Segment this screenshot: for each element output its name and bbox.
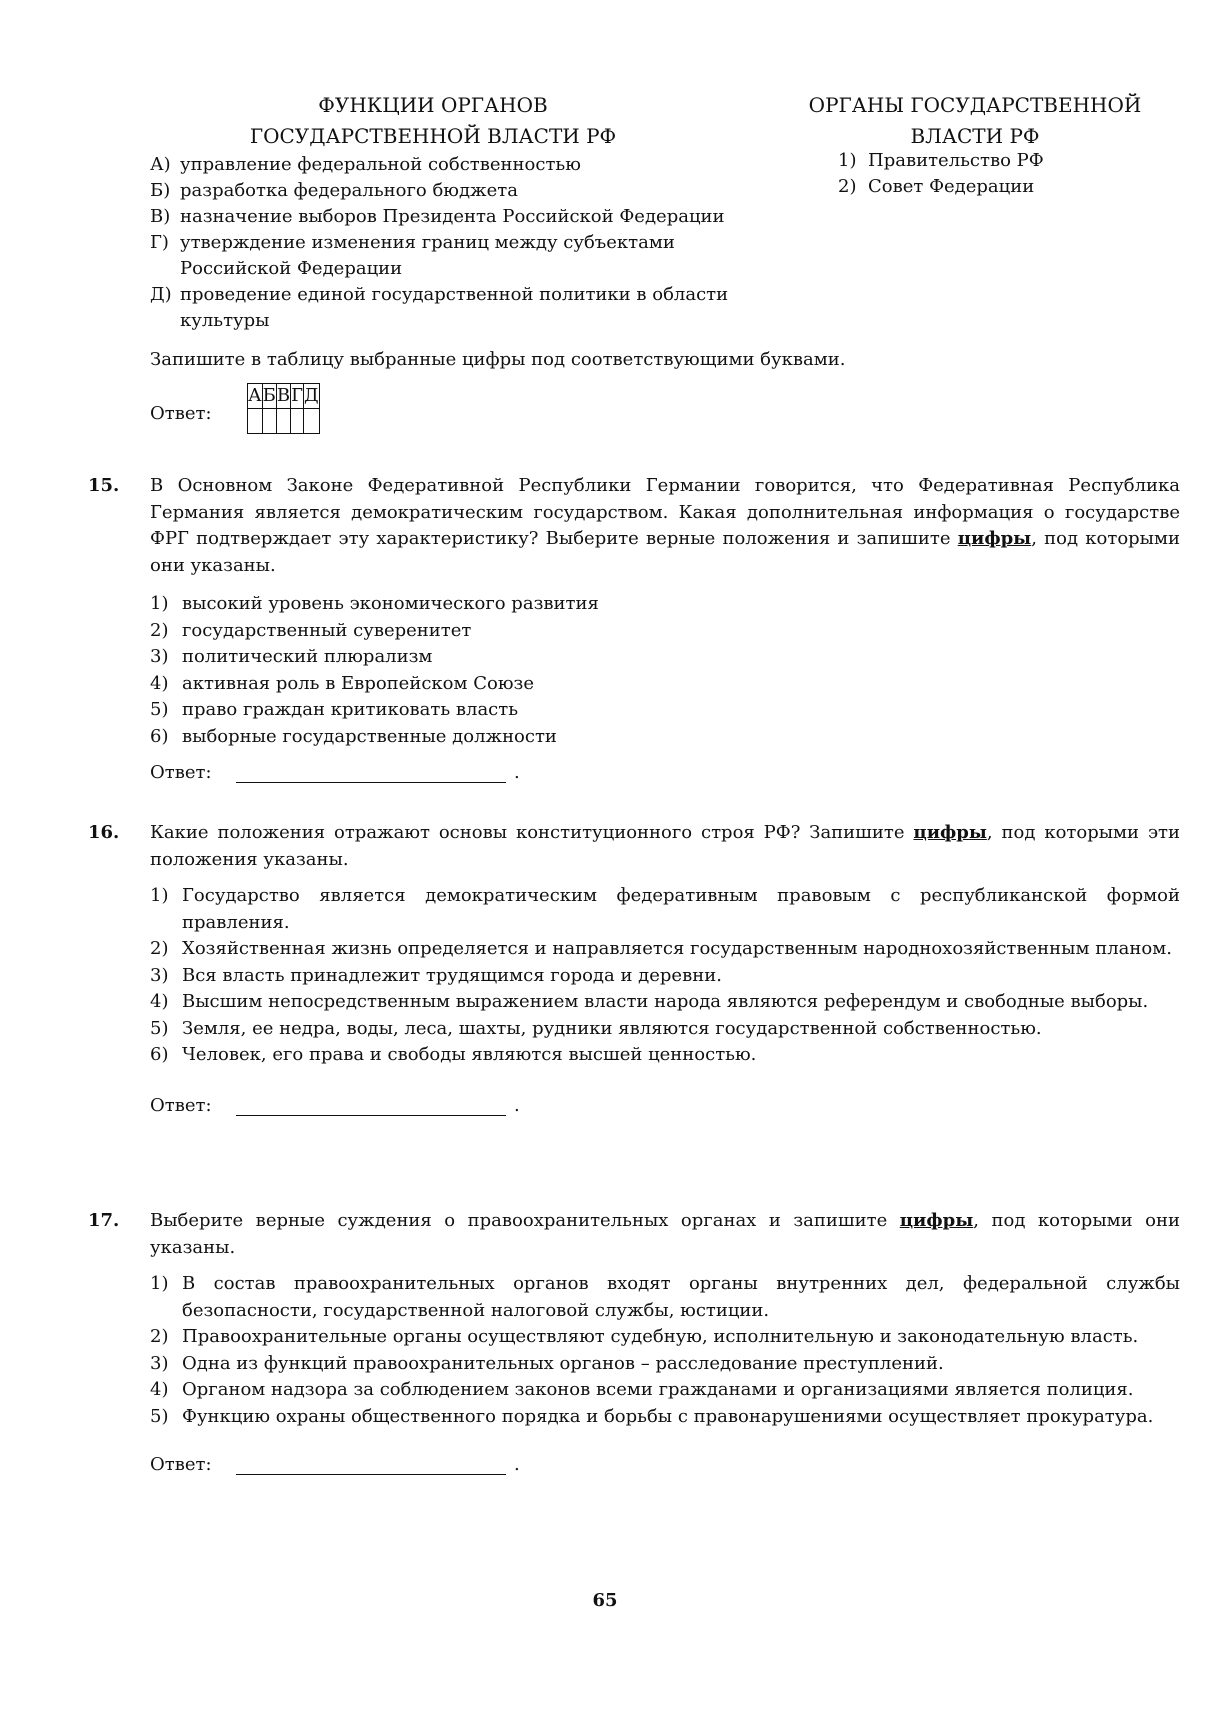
- list-item: 1) Правительство РФ: [838, 150, 1044, 171]
- list-item: 6) Человек, его права и свободы являются высшей ценностью.: [150, 1044, 757, 1065]
- answer-line: Ответ: .: [150, 1452, 1180, 1482]
- answer-line: Ответ: .: [150, 760, 1180, 790]
- table-header-cell: Г: [291, 384, 304, 409]
- list-item: 5) Земля, ее недра, воды, леса, шахты, рудники являются государственной собственностью.: [150, 1017, 1042, 1039]
- answer-field[interactable]: [236, 1474, 506, 1475]
- list-item: 1) В состав правоохранительных органов входят органы внутренних дел, федеральной службы безопасности, государственной налоговой службы, юстиции.: [150, 1273, 1180, 1321]
- question-16: [88, 820, 1180, 1123]
- options-list: [150, 591, 1180, 750]
- answer-cell[interactable]: [276, 409, 290, 434]
- answer-field[interactable]: [236, 782, 506, 783]
- list-item: 5) право граждан критиковать власть: [150, 699, 519, 720]
- page-number: 65: [592, 1590, 618, 1611]
- table-instruction: Запишите в таблицу выбранные цифры под соответствующими буквами.: [150, 349, 846, 370]
- table-header-cell: А: [248, 384, 263, 409]
- list-item: Д) проведение единой государственной политики в области культуры: [150, 284, 729, 331]
- options-list: [150, 883, 1180, 1069]
- list-item: 2) государственный суверенитет: [150, 619, 472, 641]
- list-item: 6) выборные государственные должности: [150, 725, 557, 747]
- answer-cell[interactable]: [304, 409, 320, 434]
- question-text: Выберите верные суждения о правоохранительных органах и запишите цифры, под которыми они указаны.: [150, 1210, 1180, 1258]
- answer-cell[interactable]: [291, 409, 304, 434]
- answer-label: Ответ:: [150, 1094, 212, 1116]
- list-item: В) назначение выборов Президента Российской Федерации: [150, 206, 725, 227]
- functions-list: [150, 152, 790, 334]
- answer-line: Ответ: .: [150, 1093, 1180, 1123]
- question-number: 17.: [88, 1210, 120, 1231]
- organs-heading: ОРГАНЫ ГОСУДАРСТВЕННОЙ ВЛАСТИ РФ: [808, 93, 1142, 148]
- question-number: 15.: [88, 475, 120, 496]
- list-item: 3) Одна из функций правоохранительных органов – расследование преступлений.: [150, 1352, 944, 1374]
- list-item: 2) Совет Федерации: [838, 176, 1035, 197]
- table-header-cell: Б: [262, 384, 276, 409]
- question-text: Какие положения отражают основы конституционного строя РФ? Запишите цифры, под которыми эти положения указаны.: [150, 822, 1180, 870]
- list-item: Г) утверждение изменения границ между субъектами Российской Федерации: [150, 232, 675, 279]
- list-item: 5) Функцию охраны общественного порядка и борьбы с правонарушениями осуществляет прокуратура.: [150, 1405, 1154, 1427]
- table-header-cell: Д: [304, 384, 320, 409]
- answer-table: [247, 383, 320, 434]
- options-list: [150, 1271, 1180, 1430]
- list-item: 1) высокий уровень экономического развития: [150, 593, 599, 614]
- question-text: В Основном Законе Федеративной Республики Германии говорится, что Федеративная Республика Германия является демократическим государством. Какая дополнительная информация о государстве ФРГ подтверждает эту характеристику? Выберите верные положения и запишите цифры, под которыми они указаны.: [150, 475, 1181, 576]
- list-item: 1) Государство является демократическим федеративным правовым с республиканской формой правления.: [150, 885, 1180, 933]
- answer-cell[interactable]: [262, 409, 276, 434]
- functions-heading: ФУНКЦИИ ОРГАНОВ ГОСУДАРСТВЕННОЙ ВЛАСТИ РФ: [249, 93, 617, 148]
- question-15: [88, 473, 1180, 790]
- list-item: 4) Высшим непосредственным выражением власти народа являются референдум и свободные выборы.: [150, 991, 1149, 1012]
- list-item: Б) разработка федерального бюджета: [150, 180, 518, 201]
- list-item: 4) активная роль в Европейском Союзе: [150, 672, 534, 694]
- list-item: 2) Хозяйственная жизнь определяется и направляется государственным народнохозяйственным планом.: [150, 938, 1172, 959]
- question-number: 16.: [88, 822, 120, 843]
- list-item: 4) Органом надзора за соблюдением законов всеми гражданами и организациями является полиция.: [150, 1379, 1134, 1400]
- question-17: [88, 1208, 1180, 1482]
- answer-label: Ответ:: [150, 1454, 212, 1475]
- list-item: 3) политический плюрализм: [150, 646, 433, 667]
- answer-field[interactable]: [236, 1115, 506, 1116]
- organs-list: [838, 148, 1168, 200]
- answer-label: Ответ:: [150, 762, 212, 783]
- list-item: 2) Правоохранительные органы осуществляют судебную, исполнительную и законодательную власть.: [150, 1326, 1139, 1347]
- answer-label: Ответ:: [150, 403, 212, 424]
- list-item: А) управление федеральной собственностью: [150, 154, 581, 175]
- table-header-cell: В: [276, 384, 290, 409]
- answer-cell[interactable]: [248, 409, 263, 434]
- list-item: 3) Вся власть принадлежит трудящимся города и деревни.: [150, 964, 722, 986]
